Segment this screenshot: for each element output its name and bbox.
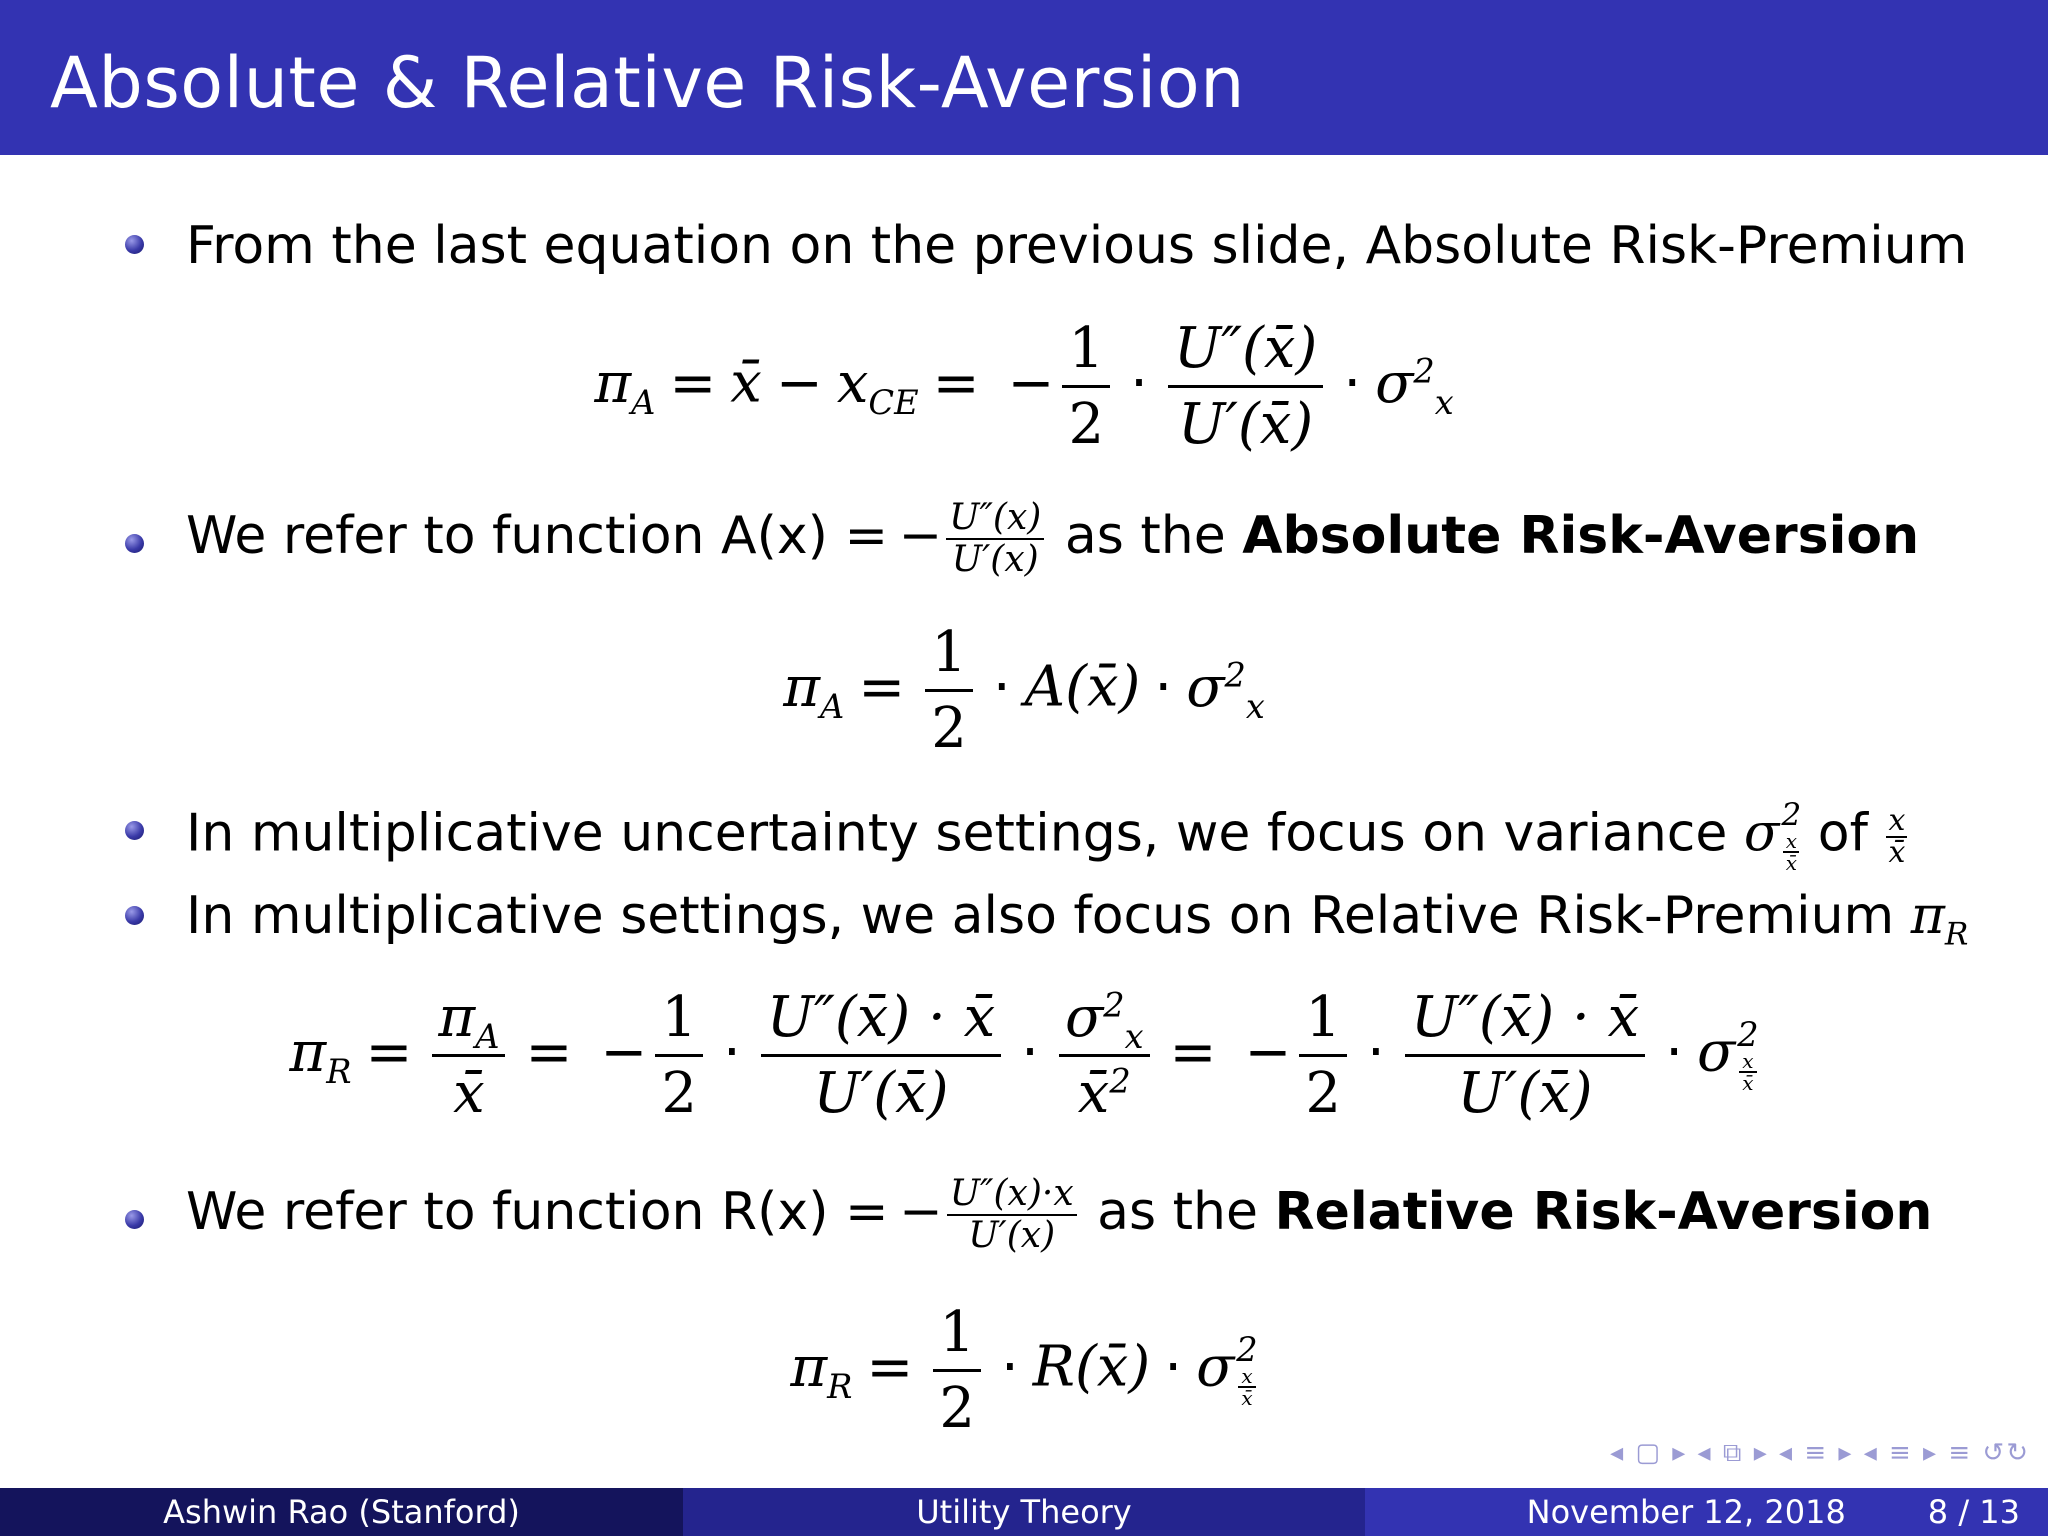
footer-right — [1365, 1488, 2048, 1536]
slide-title: Absolute & Relative Risk-Aversion — [50, 42, 1246, 124]
bullet-2-prefix: We refer to function A(x) = — [186, 506, 905, 566]
slide-header — [0, 0, 2048, 155]
bullet-2-middle: as the — [1048, 506, 1243, 566]
bullet-marker — [125, 235, 144, 254]
bullet-5-prefix: We refer to function R(x) = — [186, 1182, 906, 1242]
bullet-marker — [125, 821, 144, 840]
equation-absolute-premium-approx: $\pi_A$ = $\frac{1}{2}$ · A(x̄) · $\sigma^2_x$ — [783, 620, 1265, 761]
bullet-text-1: From the last equation on the previous slide, Absolute Risk-Premium — [186, 216, 1968, 276]
footer-author: Ashwin Rao (Stanford) — [0, 1488, 683, 1536]
bullet-5-middle: as the — [1080, 1182, 1275, 1242]
footer-page: 8 / 13 — [1927, 1493, 2020, 1531]
equation-absolute-risk-premium: $\pi_A$ = x̄ − $x_{CE}$ = − $\frac{1}{2}$ · $\frac{U''(x̄)}{U'(x̄)}$ · $\sigma^2_x$ — [594, 316, 1454, 457]
bullet-text: In multiplicative settings, we also focus on Relative Risk-Premium $\pi_R$ — [186, 886, 1969, 953]
bullet-text: In multiplicative uncertainty settings, we focus on variance σ 2 $\frac{x}{x̄}$ of $\frac{x}{x̄}$ — [186, 797, 1906, 876]
bullet-3-prefix: In multiplicative uncertainty settings, we focus on variance — [186, 803, 1744, 864]
term-absolute-risk-aversion: Absolute Risk-Aversion — [1242, 506, 1920, 566]
bullet-marker — [125, 534, 144, 553]
bullet-text: We refer to function R(x) = − $\frac{U''(x)\cdot x}{U'(x)}$ as the Relative Risk-Aversion — [186, 1173, 1933, 1256]
beamer-navigation-icons[interactable]: ◂ ▢ ▸ ◂ ⧉ ▸ ◂ ≡ ▸ ◂ ≡ ▸ ≡ ↺↻ — [1610, 1438, 2030, 1468]
footer-date: November 12, 2018 — [1526, 1493, 1846, 1531]
bullet-4-text: In multiplicative settings, we also focus on Relative Risk-Premium — [186, 886, 1911, 946]
bullet-text — [186, 216, 1968, 276]
bullet-marker — [125, 906, 144, 925]
bullet-text: We refer to function A(x) = − $\frac{U''(x)}{U'(x)}$ as the Absolute Risk-Aversion — [186, 497, 1920, 580]
bullet-marker — [125, 1210, 144, 1229]
equation-relative-risk-premium: $\pi_R$ = $\frac{\pi_A}{x̄}$ = − $\frac{1}{2}$ · $\frac{U''(x̄) \cdot x̄}{U'(x̄)}$ · $\frac{\sigma^2_x}{x̄^2}$ = − $\frac{1}{2}$ · $\frac{U''(x̄) \cdot x̄}{U'(x̄)}$ · σ 2 $\frac{x}{x̄}$ — [289, 985, 1759, 1126]
bullet-3-middle: of — [1801, 803, 1885, 864]
term-relative-risk-aversion: Relative Risk-Aversion — [1274, 1182, 1933, 1242]
equation-relative-premium-approx: $\pi_R$ = $\frac{1}{2}$ · R(x̄) · σ 2 $\frac{x}{x̄}$ — [790, 1300, 1258, 1441]
footer-topic: Utility Theory — [683, 1488, 1365, 1536]
slide-footer — [0, 1488, 2048, 1536]
